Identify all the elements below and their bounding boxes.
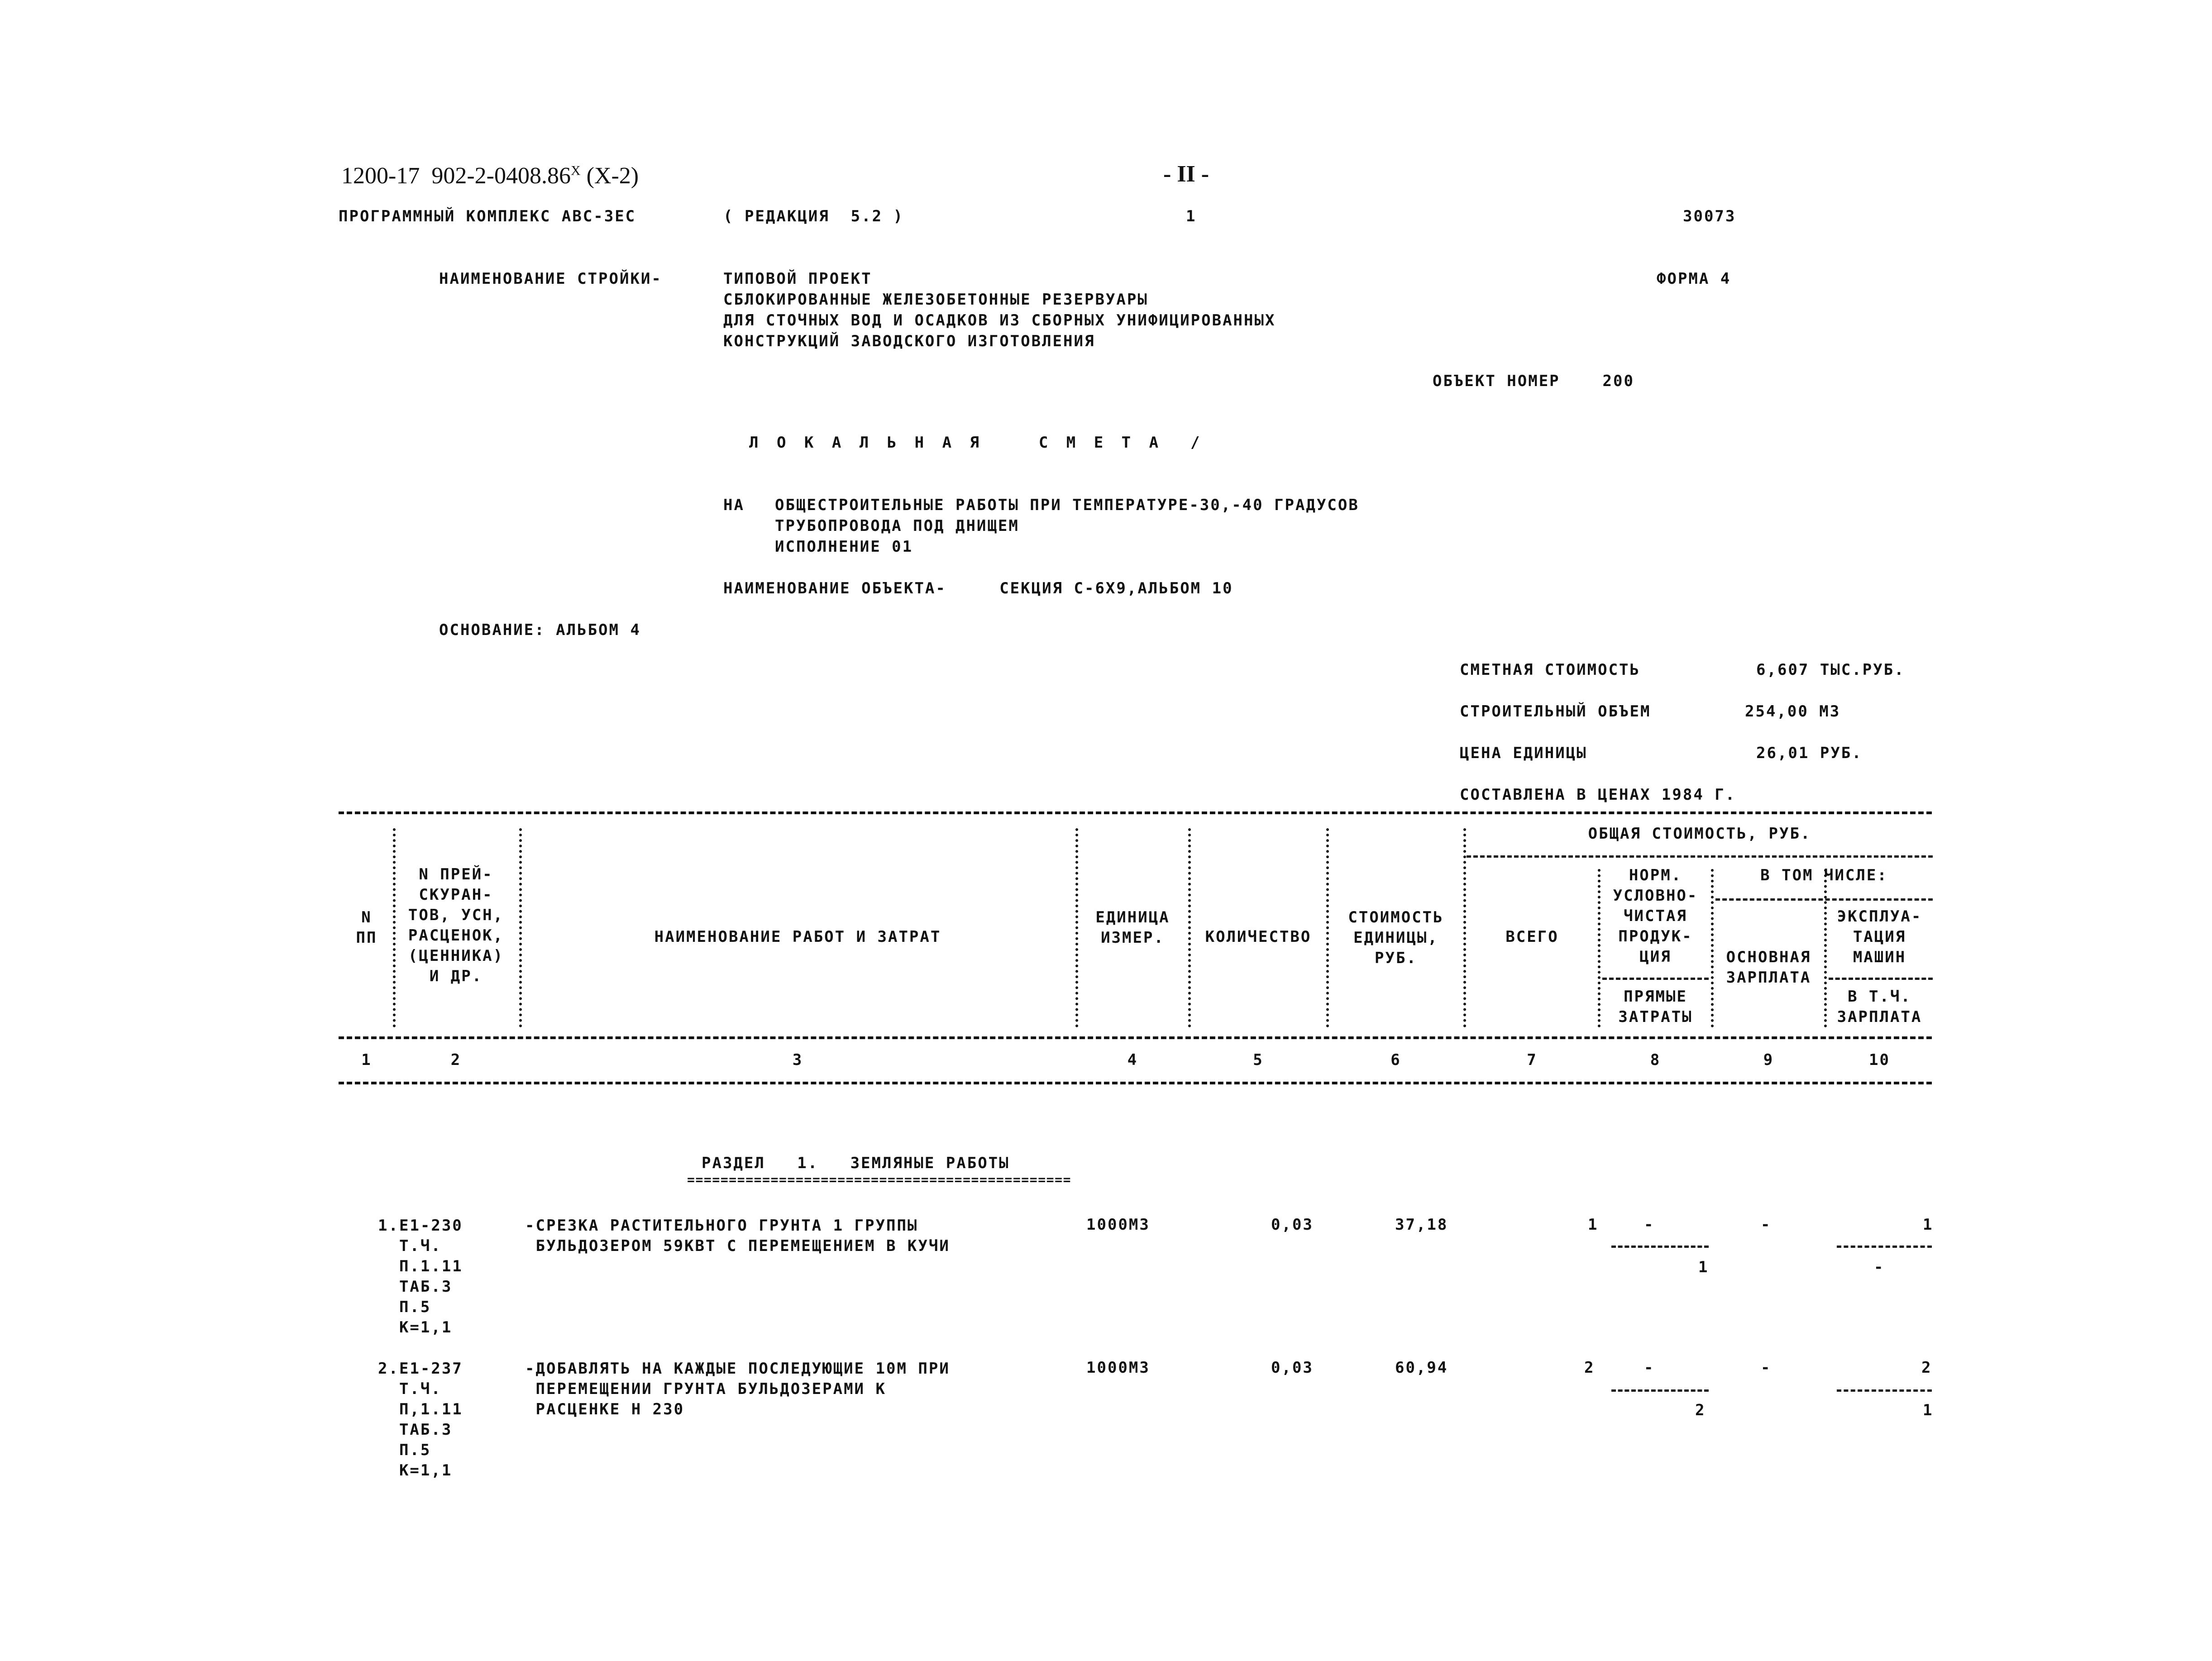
col-number-4: 4 bbox=[1127, 1051, 1138, 1069]
row-col10-divider bbox=[1837, 1389, 1932, 1392]
row-col8-divider bbox=[1611, 1389, 1709, 1392]
row-code: 1.Е1-230 Т.Ч. П.1.11 ТАБ.3 П.5 К=1,1 bbox=[378, 1217, 463, 1336]
row-unit-cost: 37,18 bbox=[1395, 1216, 1448, 1234]
project-line-1: ТИПОВОЙ ПРОЕКТ bbox=[723, 270, 872, 288]
col-header-base-salary: ОСНОВНАЯ ЗАРПЛАТА bbox=[1726, 948, 1811, 987]
estimated-cost-value: 6,607 ТЫС.РУБ. bbox=[1756, 661, 1905, 679]
sheet-number: 1 bbox=[1186, 207, 1197, 225]
project-line-3: ДЛЯ СТОЧНЫХ ВОД И ОСАДКОВ ИЗ СБОРНЫХ УНИФИЦИРОВАННЫХ bbox=[723, 311, 1276, 329]
col-header-total: ВСЕГО bbox=[1505, 928, 1559, 946]
row-work-name: -СРЕЗКА РАСТИТЕЛЬНОГО ГРУНТА 1 ГРУППЫ БУЛЬДОЗЕРОМ 59КВТ С ПЕРЕМЕЩЕНИЕМ В КУЧИ bbox=[525, 1217, 950, 1255]
section-title: РАЗДЕЛ 1. ЗЕМЛЯНЫЕ РАБОТЫ bbox=[702, 1154, 1010, 1172]
col-header-unit-cost: СТОИМОСТЬ ЕДИНИЦЫ, РУБ. bbox=[1348, 908, 1444, 967]
prices-note: СОСТАВЛЕНА В ЦЕНАХ 1984 Г. bbox=[1460, 786, 1736, 804]
construction-volume-value: 254,00 М3 bbox=[1745, 702, 1841, 721]
col-header-total-group: ОБЩАЯ СТОИМОСТЬ, РУБ. bbox=[1588, 825, 1811, 843]
col-separator-6 bbox=[1463, 828, 1466, 1027]
col8-mid-rule bbox=[1602, 978, 1709, 980]
col-header-direct-costs: ПРЯМЫЕ ЗАТРАТЫ bbox=[1618, 988, 1693, 1026]
document-code-main: 1200-17 902-2-0408.86 bbox=[341, 163, 571, 189]
row-unit: 1000М3 bbox=[1086, 1216, 1150, 1234]
row-norm-net: - bbox=[1644, 1216, 1655, 1234]
col-number-7: 7 bbox=[1527, 1051, 1538, 1069]
page-number: - II - bbox=[1163, 161, 1209, 187]
col-header-incl-group: В ТОМ ЧИСЛЕ: bbox=[1760, 866, 1888, 884]
col-header-norm-net: НОРМ. УСЛОВНО- ЧИСТАЯ ПРОДУК- ЦИЯ bbox=[1613, 866, 1698, 966]
col-number-1: 1 bbox=[361, 1051, 372, 1069]
col-number-5: 5 bbox=[1253, 1051, 1264, 1069]
row-norm-net: - bbox=[1644, 1359, 1655, 1377]
object-name: НАИМЕНОВАНИЕ ОБЪЕКТА- СЕКЦИЯ С-6Х9,АЛЬБОМ 10 bbox=[723, 579, 1233, 597]
project-label: НАИМЕНОВАНИЕ СТРОЙКИ- bbox=[439, 270, 662, 288]
unit-price-value: 26,01 РУБ. bbox=[1756, 744, 1863, 762]
col-header-pp: N ПП bbox=[356, 908, 377, 947]
numbers-bottom-rule bbox=[339, 1082, 1932, 1084]
col-number-9: 9 bbox=[1763, 1051, 1774, 1069]
col-number-10: 10 bbox=[1869, 1051, 1890, 1069]
col-number-8: 8 bbox=[1650, 1051, 1661, 1069]
program-line: ПРОГРАММНЫЙ КОМПЛЕКС АВС-ЗЕС bbox=[339, 207, 636, 225]
row-quantity: 0,03 bbox=[1271, 1359, 1314, 1377]
row-unit-cost: 60,94 bbox=[1395, 1359, 1448, 1377]
col-header-work-name: НАИМЕНОВАНИЕ РАБОТ И ЗАТРАТ bbox=[654, 928, 941, 946]
row-machines-salary: 1 bbox=[1923, 1401, 1934, 1419]
row-col10-divider bbox=[1837, 1246, 1932, 1248]
col-header-price-ref: N ПРЕЙ- СКУРАН- ТОВ, УСН, РАСЦЕНОК, (ЦЕННИКА) И ДР. bbox=[408, 865, 504, 985]
code-number: 30073 bbox=[1683, 207, 1736, 225]
document-code-superscript: X bbox=[570, 163, 581, 178]
row-col8-divider bbox=[1611, 1246, 1709, 1248]
col-number-6: 6 bbox=[1390, 1051, 1401, 1069]
row-direct-costs: 2 bbox=[1695, 1401, 1706, 1419]
table-top-rule bbox=[339, 811, 1932, 814]
project-line-2: СБЛОКИРОВАННЫЕ ЖЕЛЕЗОБЕТОННЫЕ РЕЗЕРВУАРЫ bbox=[723, 291, 1148, 309]
row-machines: 2 bbox=[1921, 1359, 1932, 1377]
col-number-3: 3 bbox=[792, 1051, 803, 1069]
header-bottom-rule bbox=[339, 1036, 1932, 1039]
unit-price-label: ЦЕНА ЕДИНИЦЫ bbox=[1460, 744, 1587, 762]
col-header-machines-salary: В Т.Ч. ЗАРПЛАТА bbox=[1837, 988, 1922, 1026]
col-header-quantity: КОЛИЧЕСТВО bbox=[1205, 928, 1312, 946]
row-base-salary: - bbox=[1761, 1359, 1772, 1377]
document-code-tail: (X-2) bbox=[580, 163, 639, 189]
row-machines: 1 bbox=[1923, 1216, 1934, 1234]
estimate-title: Л О К А Л Ь Н А Я С М Е Т А / bbox=[749, 434, 1204, 452]
section-underline: ============================================== bbox=[687, 1172, 1072, 1187]
row-unit: 1000М3 bbox=[1086, 1359, 1150, 1377]
estimate-for-line-2: ТРУБОПРОВОДА ПОД ДНИЩЕМ bbox=[775, 517, 1019, 535]
row-base-salary: - bbox=[1761, 1216, 1772, 1234]
object-number: ОБЪЕКТ НОМЕР 200 bbox=[1433, 372, 1634, 390]
col-separator-2 bbox=[519, 828, 522, 1027]
row-direct-costs: 1 bbox=[1698, 1258, 1709, 1276]
estimate-for-line-1: ОБЩЕСТРОИТЕЛЬНЫЕ РАБОТЫ ПРИ ТЕМПЕРАТУРЕ-30,-40 ГРАДУСОВ bbox=[775, 496, 1359, 514]
row-quantity: 0,03 bbox=[1271, 1216, 1314, 1234]
col10-mid-rule bbox=[1829, 978, 1933, 980]
project-line-4: КОНСТРУКЦИЙ ЗАВОДСКОГО ИЗГОТОВЛЕНИЯ bbox=[723, 332, 1095, 350]
form-number: ФОРМА 4 bbox=[1657, 270, 1731, 288]
estimated-cost-label: СМЕТНАЯ СТОИМОСТЬ bbox=[1460, 661, 1640, 679]
estimate-for-prefix: НА bbox=[723, 496, 745, 514]
row-code: 2.Е1-237 Т.Ч. П,1.11 ТАБ.3 П.5 К=1,1 bbox=[378, 1360, 463, 1480]
row-machines-salary: - bbox=[1874, 1258, 1885, 1276]
row-total: 1 bbox=[1588, 1216, 1599, 1234]
row-total: 2 bbox=[1584, 1359, 1595, 1377]
row-work-name: -ДОБАВЛЯТЬ НА КАЖДЫЕ ПОСЛЕДУЮЩИЕ 10М ПРИ ПЕРЕМЕЩЕНИИ ГРУНТА БУЛЬДОЗЕРАМИ К РАСЦЕНКЕ Н 230 bbox=[525, 1360, 950, 1418]
incl-group-rule bbox=[1715, 898, 1933, 901]
total-group-rule bbox=[1467, 855, 1933, 858]
basis: ОСНОВАНИЕ: АЛЬБОМ 4 bbox=[439, 621, 641, 639]
col-header-unit: ЕДИНИЦА ИЗМЕР. bbox=[1095, 908, 1170, 947]
col-number-2: 2 bbox=[450, 1051, 462, 1069]
construction-volume-label: СТРОИТЕЛЬНЫЙ ОБЪЕМ bbox=[1460, 702, 1651, 721]
document-code bbox=[330, 136, 639, 189]
col-header-machines: ЭКСПЛУА- ТАЦИЯ МАШИН bbox=[1837, 907, 1922, 966]
estimate-for-line-3: ИСПОЛНЕНИЕ 01 bbox=[775, 538, 913, 556]
revision: ( РЕДАКЦИЯ 5.2 ) bbox=[723, 207, 904, 225]
